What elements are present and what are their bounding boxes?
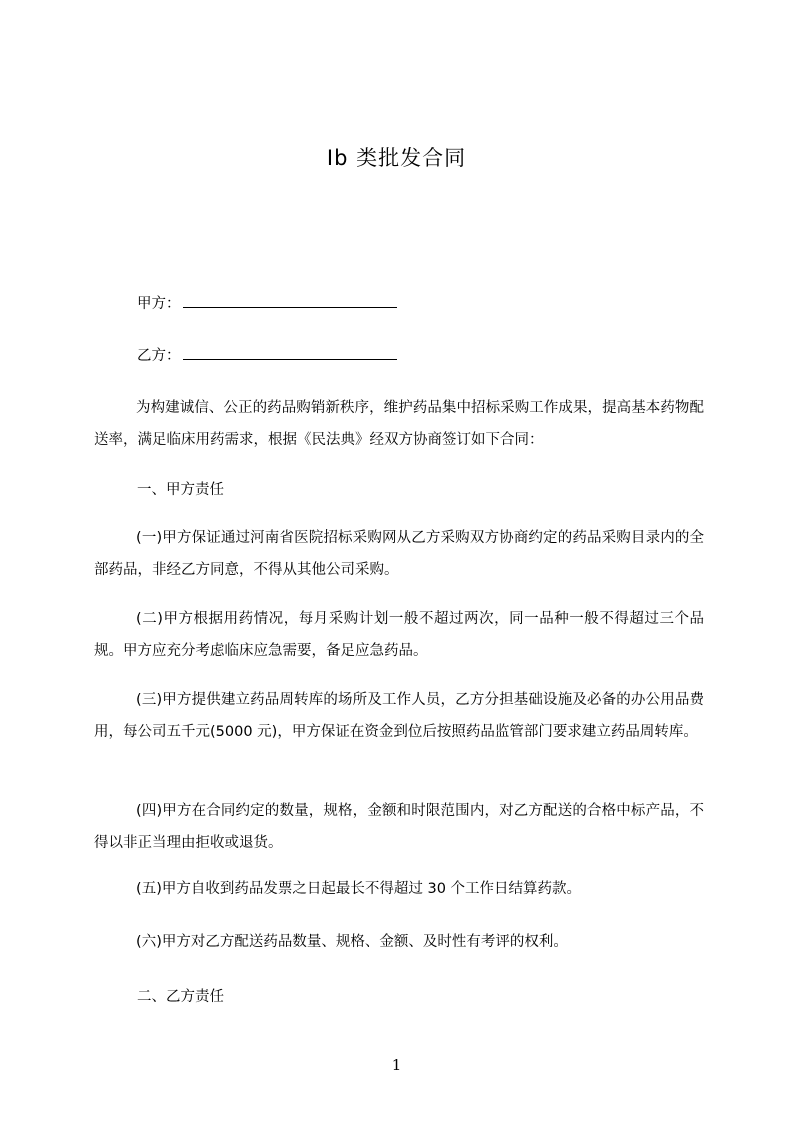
section1-heading: 一、甲方责任 [137, 482, 224, 498]
document-title: Ib 类批发合同 [326, 146, 467, 170]
page-number: 1 [391, 1056, 402, 1074]
party-a-blank [183, 292, 397, 308]
clause-3: (三)甲方提供建立药品周转库的场所及工作人员，乙方分担基础设施及必备的办公用品费用，每公司五千元(5000 元)，甲方保证在资金到位后按照药品监管部门要求建立药品周转库。 [94, 692, 704, 740]
clause-1: (一)甲方保证通过河南省医院招标采购网从乙方采购双方协商约定的药品采购目录内的全部药品，非经乙方同意，不得从其他公司采购。 [94, 530, 704, 578]
clause-6: (六)甲方对乙方配送药品数量、规格、金额、及时性有考评的权利。 [136, 934, 568, 950]
clause-5: (五)甲方自收到药品发票之日起最长不得超过 30 个工作日结算药款。 [136, 881, 582, 897]
clause-4: (四)甲方在合同约定的数量，规格，金额和时限范围内，对乙方配送的合格中标产品，不得以非正当理由拒收或退货。 [94, 803, 704, 851]
party-b-label: 乙方： [137, 348, 181, 364]
clause-2: (二)甲方根据用药情况，每月采购计划一般不超过两次，同一品种一般不得超过三个品规。甲方应充分考虑临床应急需要，备足应急药品。 [94, 611, 704, 659]
party-a-line [137, 292, 397, 315]
party-a-label: 甲方： [137, 296, 181, 312]
section2-heading: 二、乙方责任 [137, 989, 224, 1005]
intro-paragraph: 为构建诚信、公正的药品购销新秩序，维护药品集中招标采购工作成果，提高基本药物配送率，满足临床用药需求，根据《民法典》经双方协商签订如下合同： [94, 400, 704, 448]
party-b-blank [183, 344, 397, 360]
party-b-line [137, 344, 397, 367]
